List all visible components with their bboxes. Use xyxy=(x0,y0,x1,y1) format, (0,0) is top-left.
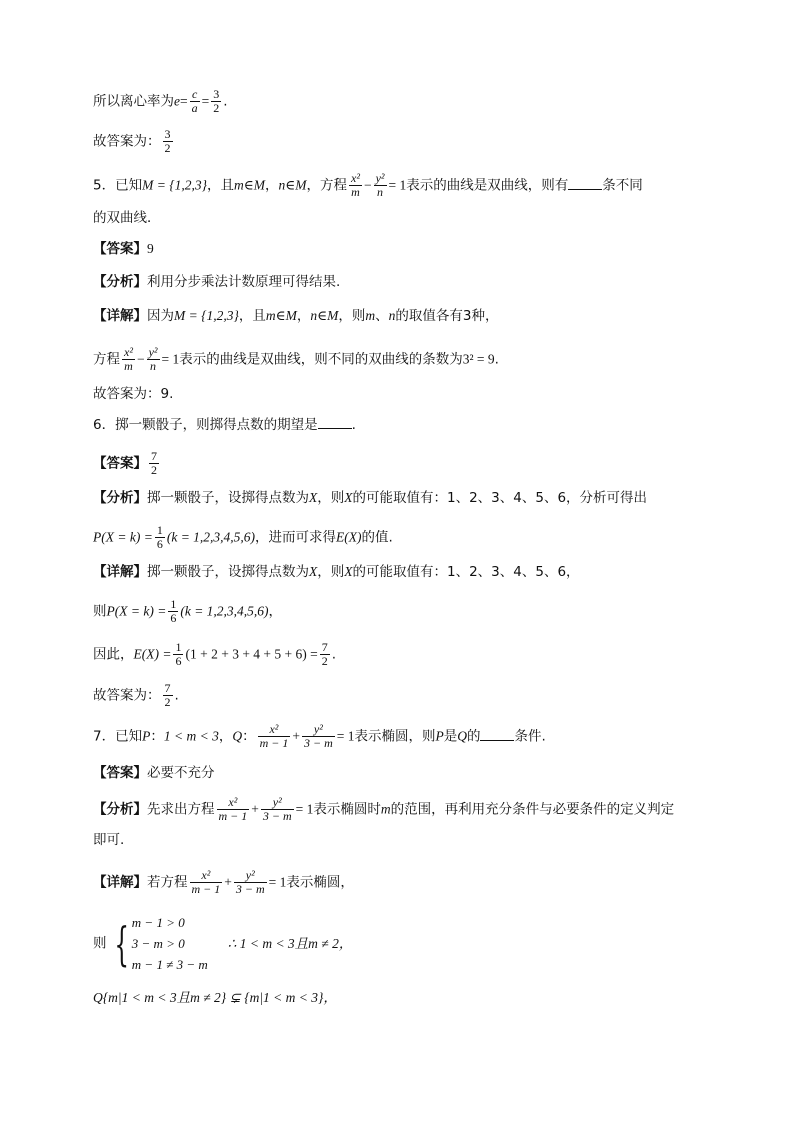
fraction-1-6: $\frac{1}{6}$ xyxy=(175,640,182,668)
math: Q xyxy=(457,728,467,744)
analysis-tag: 【分析】 xyxy=(93,801,147,818)
math-eq: = xyxy=(201,93,210,109)
text: 条不同 xyxy=(602,177,643,194)
left-brace-icon: { xyxy=(113,916,129,971)
text: 的可能取值有：1、2、3、4、5、6， xyxy=(352,564,580,580)
question-5-line2: 的双曲线． xyxy=(93,210,161,226)
answer-line xyxy=(93,128,175,155)
math-eq: = xyxy=(180,93,188,109)
text: ，进而可求得 xyxy=(255,529,337,546)
text: 表示椭圆， xyxy=(286,874,354,891)
math: E(X) xyxy=(336,529,362,545)
fraction-y2-3-m: $\frac{\text{y²}}{3 - m}$ xyxy=(235,868,265,896)
text: ，方程 xyxy=(306,177,347,194)
math: m∈M xyxy=(234,177,265,193)
text: ， xyxy=(296,308,311,324)
math: − xyxy=(363,177,372,193)
text: 表示的曲线是双曲线，则有 xyxy=(406,177,569,194)
math: X xyxy=(344,564,353,579)
detail-6-line2 xyxy=(93,598,282,625)
inequality-3: m − 1 ≠ 3 − m xyxy=(131,957,208,972)
period: . xyxy=(223,93,228,110)
detail-tag: 【详解】 xyxy=(93,564,147,580)
math: 3² = 9 xyxy=(462,351,495,367)
fraction-1-6: $\frac{1}{6}$ xyxy=(156,523,163,551)
math: P(X = k) = xyxy=(93,529,153,545)
text: ，且 xyxy=(238,308,266,324)
text: ，且 xyxy=(207,177,234,194)
math-set: M = {1,2,3} xyxy=(142,177,207,193)
text: 的取值各有3种， xyxy=(395,308,499,324)
text: ， xyxy=(265,177,279,194)
math: n∈M xyxy=(278,177,307,193)
text: 故答案为： xyxy=(93,133,161,150)
math: n∈M xyxy=(310,308,339,323)
math: = 1 xyxy=(388,177,407,193)
math: X xyxy=(344,490,353,505)
fraction-y2-3-m: $\frac{\text{y²}}{3 - m}$ xyxy=(303,722,333,750)
detail-7-set-relation: Q{m|1 < m < 3且m ≠ 2} ⊊ {m|1 < m < 3}， xyxy=(93,990,337,1005)
fraction-c-a: $\frac{c}{a}$ xyxy=(191,87,198,115)
math: P xyxy=(142,728,151,744)
fraction-x2-m-1: $\frac{\text{x²}}{m - 1}$ xyxy=(259,722,289,750)
math: E(X) = xyxy=(133,646,172,662)
math: n xyxy=(388,308,396,323)
math: − xyxy=(136,351,145,367)
answer-blank xyxy=(568,177,602,190)
text: 的可能取值有：1、2、3、4、5、6，分析可得出 xyxy=(352,490,648,506)
analysis-7-line1 xyxy=(93,796,674,823)
math: (k = 1,2,3,4,5,6) xyxy=(180,603,269,619)
math: = 1 xyxy=(268,874,287,890)
fraction-7-2: $\frac{7}{2}$ xyxy=(151,449,157,477)
answer-tag: 【答案】 xyxy=(93,765,147,781)
text: 掷一颗骰子，设掷得点数为 xyxy=(147,490,309,506)
analysis-6-line1 xyxy=(93,489,647,507)
text: 表示的曲线是双曲线，则不同的双曲线的条数为 xyxy=(179,351,463,368)
math: X xyxy=(309,490,318,505)
text: 先求出方程 xyxy=(147,801,215,818)
answer-7 xyxy=(93,764,215,782)
math-e: e xyxy=(174,93,180,109)
text: 故答案为： xyxy=(93,687,161,704)
text: 表示椭圆时 xyxy=(313,801,381,818)
question-7 xyxy=(93,723,546,750)
text: 的 xyxy=(466,728,481,745)
period: . xyxy=(174,687,179,704)
detail-6-line4 xyxy=(93,682,179,709)
answer-value: 9 xyxy=(147,241,154,256)
analysis-6-line2 xyxy=(93,524,393,551)
text: 6．掷一颗骰子，则掷得点数的期望是 xyxy=(93,417,318,433)
math: 1 < m < 3 xyxy=(163,728,219,744)
fraction-y2-n: $\frac{\text{y²}}{n}$ xyxy=(148,345,158,373)
detail-tag: 【详解】 xyxy=(93,874,147,891)
text: 的值. xyxy=(361,529,393,546)
detail-5-line2 xyxy=(93,346,499,373)
answer-blank xyxy=(318,416,352,429)
question-6 xyxy=(93,416,356,434)
answer-6 xyxy=(93,450,161,477)
text: ，则 xyxy=(317,490,345,506)
fraction-3-2: $\frac{3}{2}$ xyxy=(164,127,171,155)
text: ： xyxy=(242,728,256,745)
text: ，则 xyxy=(338,308,366,324)
detail-5-line3: 故答案为：9. xyxy=(93,386,174,402)
math: P xyxy=(435,728,444,744)
inequality-system xyxy=(132,912,208,975)
math: (k = 1,2,3,4,5,6) xyxy=(166,529,256,545)
detail-7-line1 xyxy=(93,869,354,896)
text: 表示椭圆，则 xyxy=(354,728,436,745)
text: ： xyxy=(150,728,164,745)
question-number: 5．已知 xyxy=(93,177,143,194)
question-number: 7．已知 xyxy=(93,728,143,745)
analysis-7-line2: 即可. xyxy=(93,832,125,848)
detail-7-system xyxy=(93,912,352,975)
analysis-tag: 【分析】 xyxy=(93,490,147,506)
text: 掷一颗骰子，设掷得点数为 xyxy=(147,564,309,580)
inequality-1: m − 1 > 0 xyxy=(131,915,185,930)
fraction-7-2: $\frac{7}{2}$ xyxy=(321,640,328,668)
result: ∴ 1 < m < 3且m ≠ 2， xyxy=(227,935,353,951)
text: 则 xyxy=(93,603,107,620)
answer-5 xyxy=(93,240,154,258)
text: 是 xyxy=(443,728,458,745)
text: 的范围，再利用充分条件与必要条件的定义判定 xyxy=(390,801,675,818)
math: + xyxy=(251,801,259,817)
detail-6-line1 xyxy=(93,563,580,581)
period: . xyxy=(494,351,499,368)
math: M = {1,2,3} xyxy=(174,308,239,323)
math: Q xyxy=(232,728,243,744)
text: 因为 xyxy=(147,308,174,324)
analysis-text: 利用分步乘法计数原理可得结果. xyxy=(147,274,341,290)
fraction-x2-m: $\frac{\text{x²}}{m}$ xyxy=(124,345,133,373)
text: ， xyxy=(218,728,233,745)
fraction-3-2: $\frac{3}{2}$ xyxy=(213,87,220,115)
analysis-5 xyxy=(93,273,340,291)
math: + xyxy=(224,874,232,890)
detail-6-line3 xyxy=(93,641,336,668)
fraction-7-2: $\frac{7}{2}$ xyxy=(164,681,171,709)
text: 、 xyxy=(375,308,389,324)
answer-tag: 【答案】 xyxy=(93,455,147,472)
period: . xyxy=(351,417,356,433)
detail-5-line1 xyxy=(93,307,499,325)
fraction-x2-m-1: $\frac{\text{x²}}{m - 1}$ xyxy=(218,795,248,823)
answer-value: 必要不充分 xyxy=(147,765,215,781)
fraction-y2-n: $\frac{\text{y²}}{n}$ xyxy=(375,171,385,199)
text: 则 xyxy=(93,935,107,952)
period: . xyxy=(331,646,337,663)
answer-blank xyxy=(480,728,514,741)
fraction-x2-m: $\frac{\text{x²}}{m}$ xyxy=(351,171,360,199)
fraction-x2-m-1: $\frac{\text{x²}}{m - 1}$ xyxy=(191,868,221,896)
eccentricity-line xyxy=(93,88,228,115)
text: 所以离心率为 xyxy=(93,93,174,110)
fraction-y2-3-m: $\frac{\text{y²}}{3 - m}$ xyxy=(262,795,292,823)
math: P(X = k) = xyxy=(106,603,167,619)
text: ，则 xyxy=(317,564,345,580)
math: (1 + 2 + 3 + 4 + 5 + 6) = xyxy=(185,646,318,662)
text: 方程 xyxy=(93,351,120,368)
text: 若方程 xyxy=(147,874,188,891)
math: = 1 xyxy=(161,351,180,367)
answer-tag: 【答案】 xyxy=(93,241,147,257)
math: = 1 xyxy=(295,801,314,817)
math: = 1 xyxy=(336,728,355,744)
text: ， xyxy=(268,603,283,620)
math: m∈M xyxy=(265,308,297,323)
detail-tag: 【详解】 xyxy=(93,308,147,324)
analysis-tag: 【分析】 xyxy=(93,274,147,290)
text: 条件. xyxy=(514,728,546,745)
math: m xyxy=(380,801,391,817)
math: + xyxy=(292,728,300,744)
inequality-2: 3 − m > 0 xyxy=(131,936,185,951)
question-5 xyxy=(93,172,643,199)
math: m xyxy=(365,308,376,323)
math: X xyxy=(309,564,318,579)
text: 因此， xyxy=(93,646,134,663)
fraction-1-6: $\frac{1}{6}$ xyxy=(170,597,177,625)
